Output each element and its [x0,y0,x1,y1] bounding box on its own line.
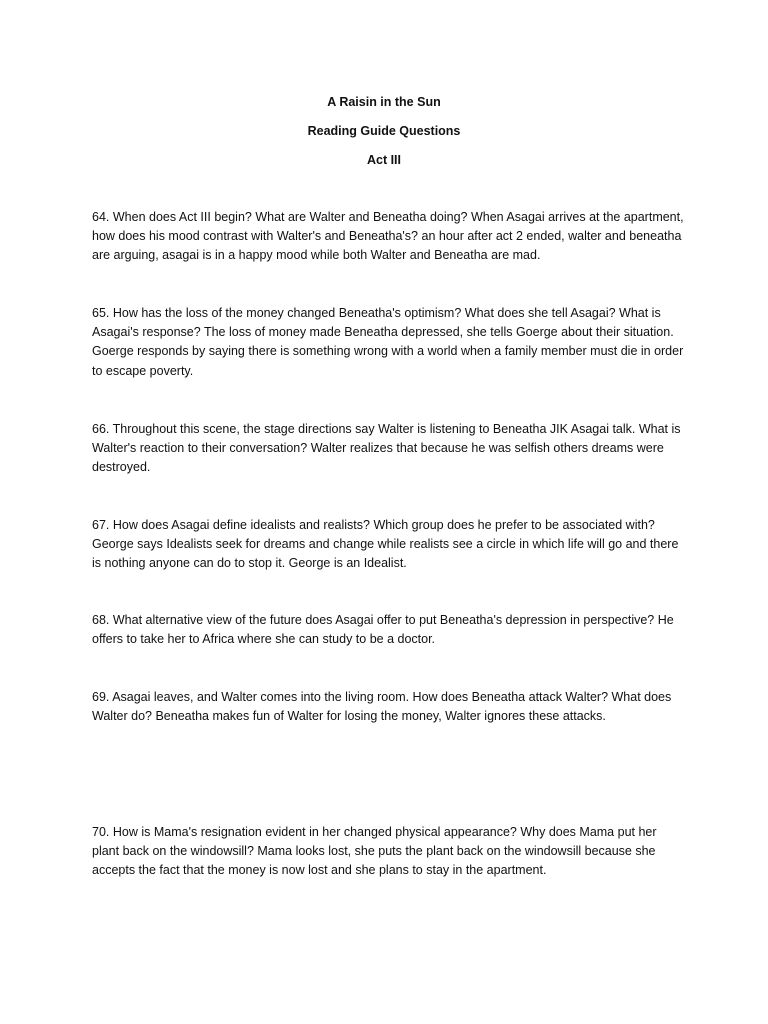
question-text: Asagai leaves, and Walter comes into the living room. How does Beneatha attack Walter? What does Walter do? Beneatha makes fun of Walter for losing the money, Walter ignores these attacks. [92,690,672,724]
question-69 [92,688,686,726]
section-heading: Act III [366,153,402,167]
question-68 [92,611,686,649]
question-text: When does Act III begin? What are Walter and Beneatha doing? When Asagai arrives at the apartment, how does his mood contrast with Walter's and Beneatha's? an hour after act 2 ended, walter and beneatha are arguing, asagai is in a happy mood while both Walter and Beneatha are mad. [92,210,684,263]
question-65 [92,304,686,381]
question-number: 66. [92,422,110,436]
question-text: Throughout this scene, the stage directions say Walter is listening to Beneatha JIK Asagai talk. What is Walter's reaction to their conversation? Walter realizes that because he was selfish others dreams were destroyed. [92,422,681,475]
question-number: 67. [92,518,110,532]
question-text: How has the loss of the money changed Beneatha's optimism? What does she tell Asagai? What is Asagai's response? The loss of money made Beneatha depressed, she tells Goerge about their situation. Goerge responds by saying there is something wrong with a world when a family member must die in order to escape poverty. [92,306,684,378]
question-67 [92,516,686,574]
document-title: A Raisin in the Sun [327,95,441,109]
question-number: 69. [92,690,110,704]
question-70 [92,823,686,881]
question-number: 68. [92,613,110,627]
question-64 [92,208,686,266]
question-text: What alternative view of the future does Asagai offer to put Beneatha's depression in perspective? He offers to take her to Africa where she can study to be a doctor. [92,613,674,647]
question-text: How does Asagai define idealists and realists? Which group does he prefer to be associated with? George says Idealists seek for dreams and change while realists see a circle in which life will go and there is nothing anyone can do to stop it. George is an Idealist. [92,518,679,571]
document-subtitle: Reading Guide Questions [307,124,461,138]
question-number: 70. [92,825,110,839]
question-text: How is Mama's resignation evident in her changed physical appearance? Why does Mama put her plant back on the windowsill? Mama looks lost, she puts the plant back on the windowsill because she accepts the fact that the money is now lost and she plans to stay in the apartment. [92,825,657,878]
question-66 [92,420,686,478]
question-number: 64. [92,210,110,224]
question-number: 65. [92,306,110,320]
